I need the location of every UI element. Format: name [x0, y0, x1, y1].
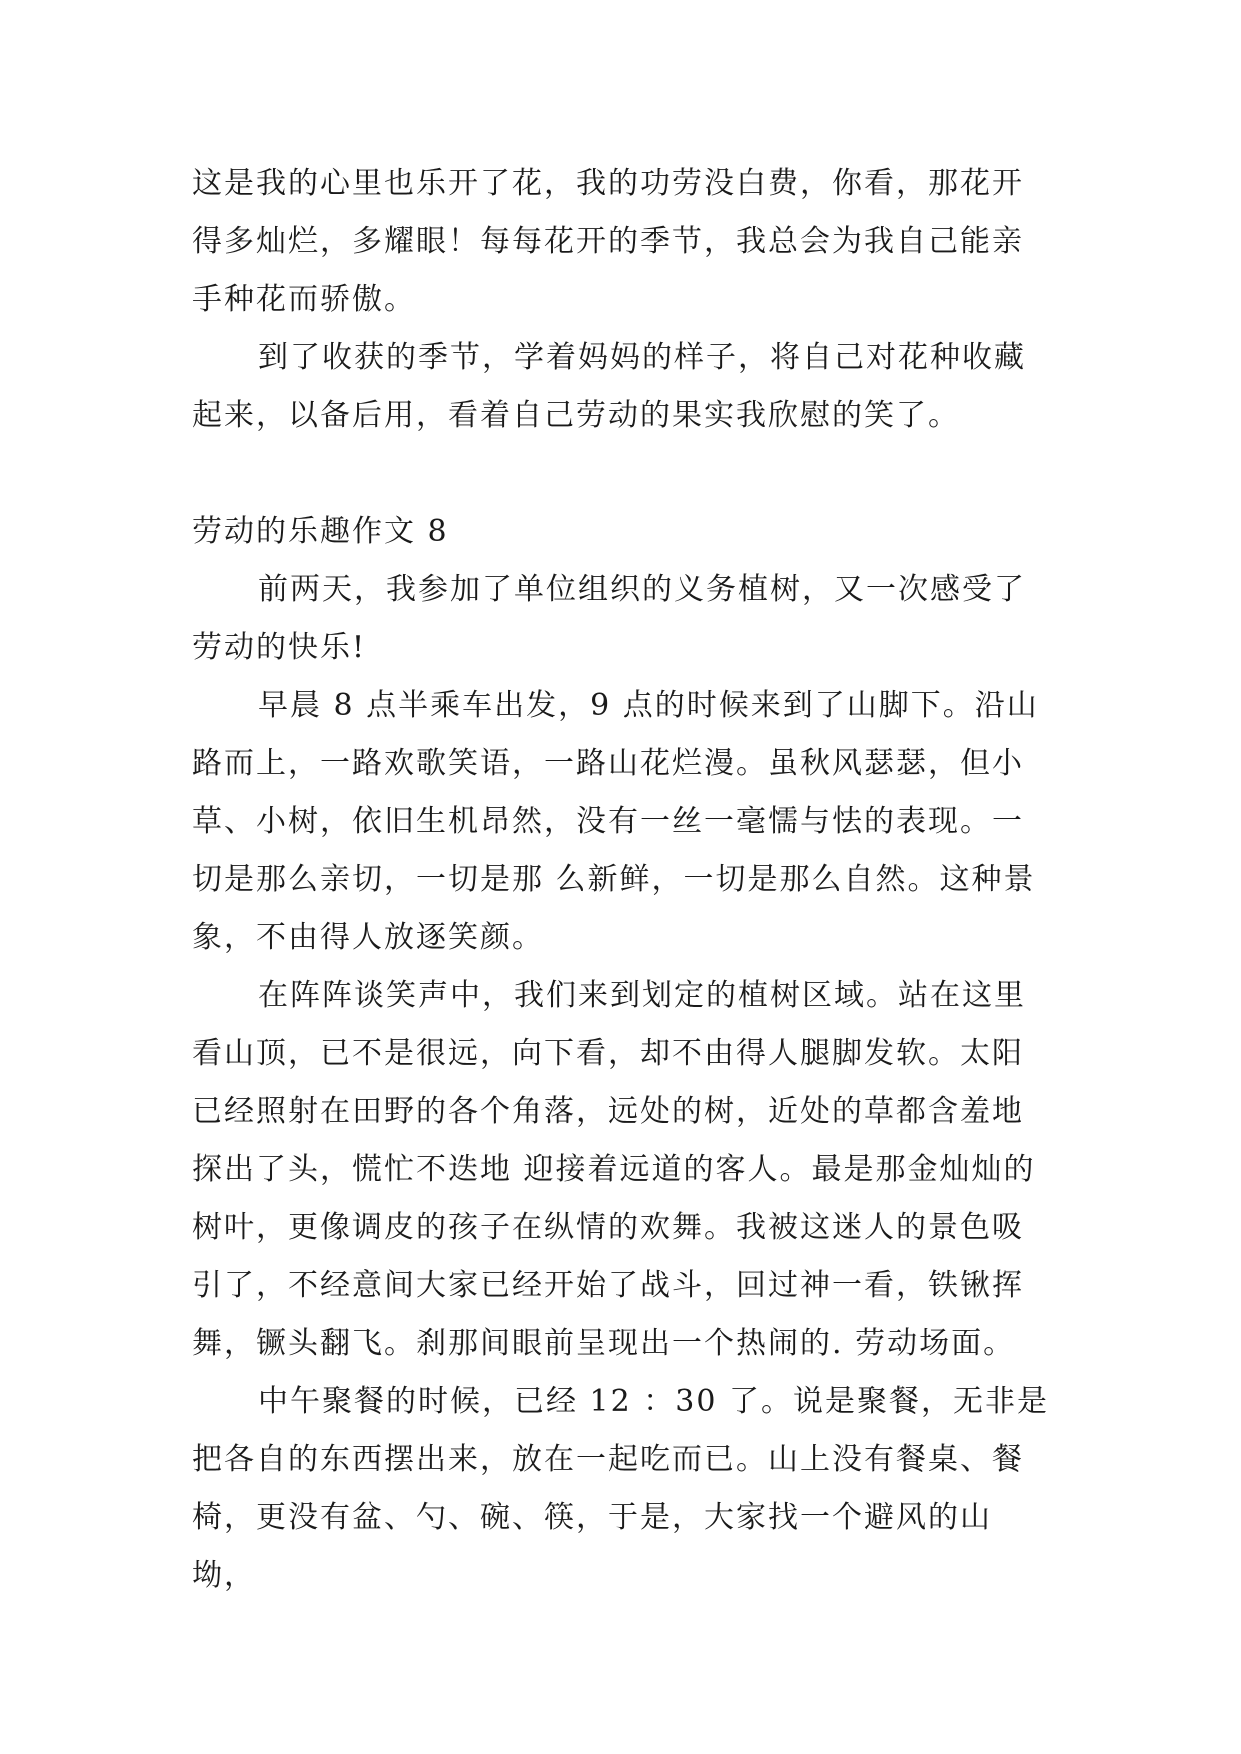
paragraph-5: 在阵阵谈笑声中，我们来到划定的植树区域。站在这里看山顶，已不是很远，向下看，却不由得人腿脚发软。太阳已经照射在田野的各个角落，远处的树，近处的草都含羞地探出了头，慌忙不迭地 迎接着远道的客人。最是那金灿灿的树叶，更像调皮的孩子在纵情的欢舞。我被这迷人的景色吸引了，不经意间大家已经开始了战斗，回过神一看，铁锹挥舞，镢头翻飞。刹那间眼前呈现出一个热闹的. 劳动场面。: [192, 978, 1036, 1361]
paragraph-3: 前两天，我参加了单位组织的义务植树，又一次感受了劳动的快乐!: [192, 572, 1026, 665]
paragraph-2: 到了收获的季节，学着妈妈的样子，将自己对花种收藏起来，以备后用，看着自己劳动的果实我欣慰的笑了。: [192, 340, 1026, 433]
document-body: [192, 155, 1052, 1605]
paragraph-6: 中午聚餐的时候，已经 12 ：30 了。说是聚餐，无非是把各自的东西摆出来，放在一起吃而已。山上没有餐桌、餐椅，更没有盆、勺、碗、筷，于是，大家找一个避风的山坳，: [192, 1384, 1049, 1593]
section-heading: 劳动的乐趣作文 8: [192, 514, 449, 549]
paragraph-1: 这是我的心里也乐开了花，我的功劳没白费，你看，那花开得多灿烂，多耀眼！每每花开的季节，我总会为我自己能亲手种花而骄傲。: [192, 166, 1024, 317]
paragraph-4: 早晨 8 点半乘车出发，9 点的时候来到了山脚下。沿山路而上，一路欢歌笑语，一路山花烂漫。虽秋风瑟瑟，但小草、小树，依旧生机昂然，没有一丝一毫懦与怯的表现。一切是那么亲切，一切是那 么新鲜，一切是那么自然。这种景象，不由得人放逐笑颜。: [192, 688, 1039, 955]
section-spacer: [192, 445, 1052, 503]
